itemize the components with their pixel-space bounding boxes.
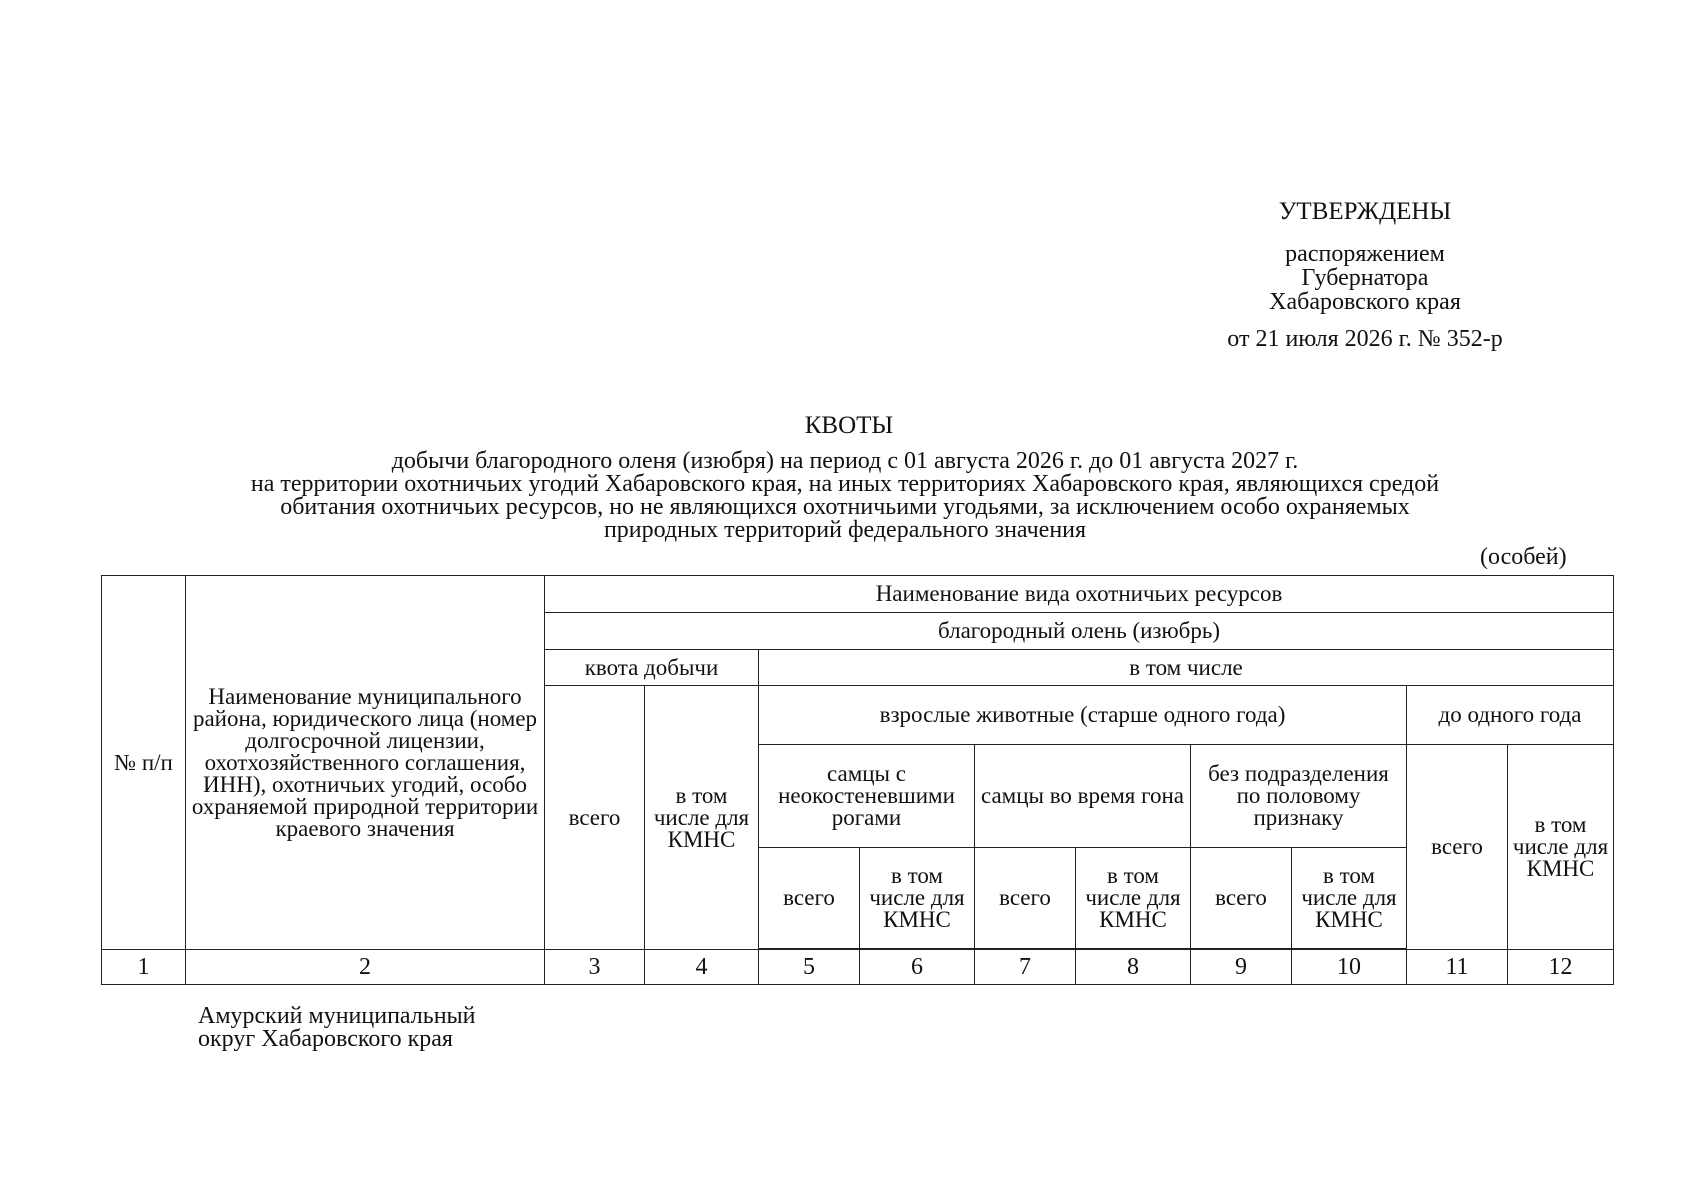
header-young: до одного года [1407,686,1614,745]
header-adults: взрослые животные (старше одного года) [759,686,1407,745]
column-number-row [102,950,1614,985]
column-number: 12 [1508,950,1614,985]
header-quota-total: всего [545,686,645,950]
document-subtitle [120,450,1570,542]
approval-line-3: Хабаровского края [1269,289,1461,315]
quota-table [101,575,1614,985]
column-number: 8 [1076,950,1191,985]
column-number: 7 [975,950,1076,985]
header-males-antlers: самцы с неокостеневшими рогами [759,745,975,848]
column-number: 9 [1191,950,1292,985]
header-young-total: всего [1407,745,1508,950]
header-no-sex-total: всего [1191,848,1292,949]
header-no-sex-kmns: в том числе для КМНС [1292,848,1407,949]
subtitle-line-4: природных территорий федерального значения [603,517,1087,543]
column-number: 2 [186,950,545,985]
header-species: Наименование вида охотничьих ресурсов [545,576,1614,613]
column-number: 1 [102,950,186,985]
header-species-name: благородный олень (изюбрь) [545,613,1614,650]
unit-label: (особей) [1480,544,1567,570]
column-number: 5 [759,950,860,985]
header-males-rut: самцы во время гона [975,745,1191,848]
approval-title: УТВЕРЖДЕНЫ [1278,198,1452,225]
column-number: 10 [1292,950,1407,985]
header-number: № п/п [102,576,186,950]
header-rut-kmns: в том числе для КМНС [1076,848,1191,949]
header-young-kmns: в том числе для КМНС [1508,745,1614,950]
header-antlers-kmns: в том числе для КМНС [860,848,975,949]
approval-date: от 21 июля 2026 г. № 352-р [1227,326,1503,352]
header-no-sex: без подразделения по половому признаку [1191,745,1407,848]
subtitle-line-3: обитания охотничьих ресурсов, но не являющихся охотничьими угодьями, за исключением особо охраняемых [280,494,1410,520]
header-name: Наименование муниципального района, юридического лица (номер долгосрочной лицензии, охотхозяйственного соглашения, ИНН), охотничьих угодий, особо охраняемой природной территории краевого значения [186,576,545,950]
approval-line-2: Губернатора [1301,265,1429,291]
district-name [198,1005,476,1051]
approval-line-1: распоряжением [1285,241,1445,267]
column-number: 11 [1407,950,1508,985]
column-number: 3 [545,950,645,985]
approval-body [1200,242,1530,314]
header-quota-kmns: в том числе для КМНС [645,686,759,950]
column-number: 6 [860,950,975,985]
header-quota: квота добычи [545,650,759,686]
header-including: в том числе [759,650,1614,686]
header-rut-total: всего [975,848,1076,949]
header-antlers-total: всего [759,848,860,949]
district-line-1: Амурский муниципальный [198,1003,476,1029]
district-line-2: округ Хабаровского края [198,1026,453,1052]
document-title: КВОТЫ [804,412,894,439]
column-number: 4 [645,950,759,985]
subtitle-line-2: на территории охотничьих угодий Хабаровского края, на иных территориях Хабаровского края, являющихся средой [250,471,1440,497]
subtitle-line-1: добычи благородного оленя (изюбря) на период с 01 августа 2026 г. до 01 августа 2027 г. [391,448,1299,474]
